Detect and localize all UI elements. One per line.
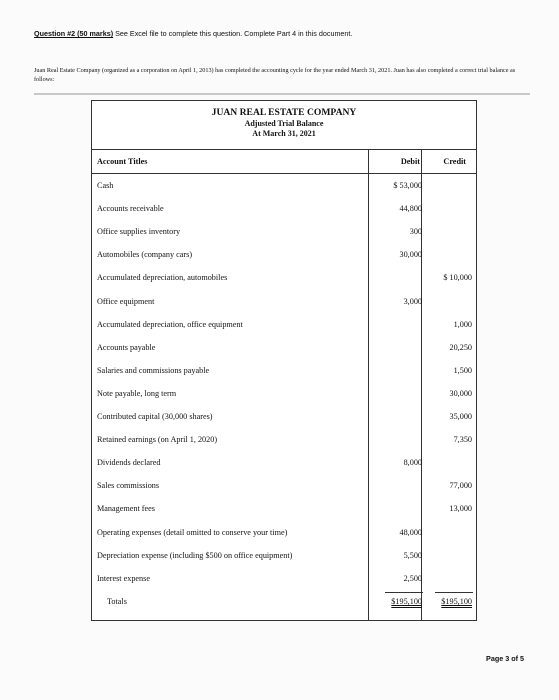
row-credit: 13,000 — [449, 504, 472, 514]
table-row — [92, 406, 476, 429]
table-row — [92, 429, 476, 452]
totals-credit: $195,100 — [441, 596, 472, 606]
table-row — [92, 314, 476, 337]
table-row — [92, 337, 476, 360]
row-debit: 44,800 — [399, 204, 422, 214]
row-debit: 2,500 — [403, 573, 422, 583]
totals-debit: $195,100 — [391, 596, 422, 606]
intro-paragraph: Juan Real Estate Company (organized as a corporation on April 1, 2013) has completed the accounting cycle for the year ended March 31, 2021. Juan has also completed a correct trial balance as follows: — [34, 67, 516, 84]
debit-subtotal-rule — [385, 592, 423, 593]
row-debit: $ 53,000 — [393, 181, 422, 190]
question-label: Question #2 (50 marks) — [34, 29, 114, 38]
table-row — [92, 383, 476, 406]
row-account: Interest expense — [97, 573, 150, 583]
table-row — [92, 568, 476, 591]
totals-row — [92, 591, 476, 614]
row-account: Accounts payable — [97, 342, 156, 352]
table-row — [92, 175, 476, 198]
row-debit: 30,000 — [399, 250, 422, 260]
table-row — [92, 522, 476, 545]
col-header-account: Account Titles — [97, 157, 148, 166]
row-account: Dividends declared — [97, 458, 161, 468]
row-account: Accounts receivable — [97, 204, 164, 214]
row-account: Office equipment — [97, 296, 155, 306]
table-row — [92, 244, 476, 267]
header-divider — [92, 149, 476, 150]
row-debit: 5,500 — [403, 550, 422, 560]
table-row — [92, 452, 476, 475]
row-account: Operating expenses (detail omitted to conserve your time) — [97, 527, 288, 537]
col-header-credit: Credit — [443, 157, 466, 166]
row-account: Accumulated depreciation, office equipment — [97, 319, 243, 329]
row-account: Contributed capital (30,000 shares) — [97, 412, 213, 421]
row-credit: 30,000 — [449, 388, 472, 398]
row-account: Cash — [97, 181, 114, 190]
row-debit: 48,000 — [399, 527, 422, 537]
row-account: Note payable, long term — [97, 388, 177, 398]
row-account: Depreciation expense (including $500 on office equipment) — [97, 550, 293, 560]
table-row — [92, 360, 476, 383]
divider — [34, 93, 530, 95]
table-row — [92, 198, 476, 221]
credit-subtotal-rule — [435, 592, 473, 593]
row-account: Management fees — [97, 504, 155, 514]
row-account: Automobiles (company cars) — [97, 250, 193, 260]
column-header-divider — [92, 173, 476, 174]
question-header — [34, 29, 352, 38]
table-row — [92, 267, 476, 290]
statement-title: Adjusted Trial Balance — [244, 119, 324, 128]
table-row — [92, 221, 476, 244]
row-debit: 3,000 — [403, 296, 422, 306]
trial-balance-table — [91, 100, 477, 621]
row-credit: 1,000 — [453, 319, 472, 329]
row-credit: 20,250 — [449, 342, 472, 352]
row-credit: 1,500 — [453, 365, 472, 375]
row-credit: 7,350 — [453, 435, 472, 445]
table-row — [92, 475, 476, 498]
row-debit: 300 — [409, 227, 422, 237]
col-header-debit: Debit — [400, 157, 420, 166]
company-name: JUAN REAL ESTATE COMPANY — [211, 107, 357, 118]
row-account: Retained earnings (on April 1, 2020) — [97, 435, 218, 445]
row-account: Office supplies inventory — [97, 227, 181, 237]
row-account: Accumulated depreciation, automobiles — [97, 273, 228, 283]
table-header — [92, 101, 476, 149]
table-row — [92, 291, 476, 314]
statement-date: At March 31, 2021 — [252, 129, 316, 138]
question-instruction: See Excel file to complete this question. Complete Part 4 in this document. — [115, 29, 353, 38]
table-row — [92, 498, 476, 521]
row-account: Sales commissions — [97, 481, 160, 491]
totals-label: Totals — [107, 596, 127, 606]
row-credit: 35,000 — [449, 412, 472, 421]
row-credit: 77,000 — [449, 481, 472, 491]
row-account: Salaries and commissions payable — [97, 365, 210, 375]
table-row — [92, 545, 476, 568]
page-number: Page 3 of 5 — [486, 654, 524, 663]
row-credit: $ 10,000 — [443, 273, 472, 283]
row-debit: 8,000 — [403, 458, 422, 468]
